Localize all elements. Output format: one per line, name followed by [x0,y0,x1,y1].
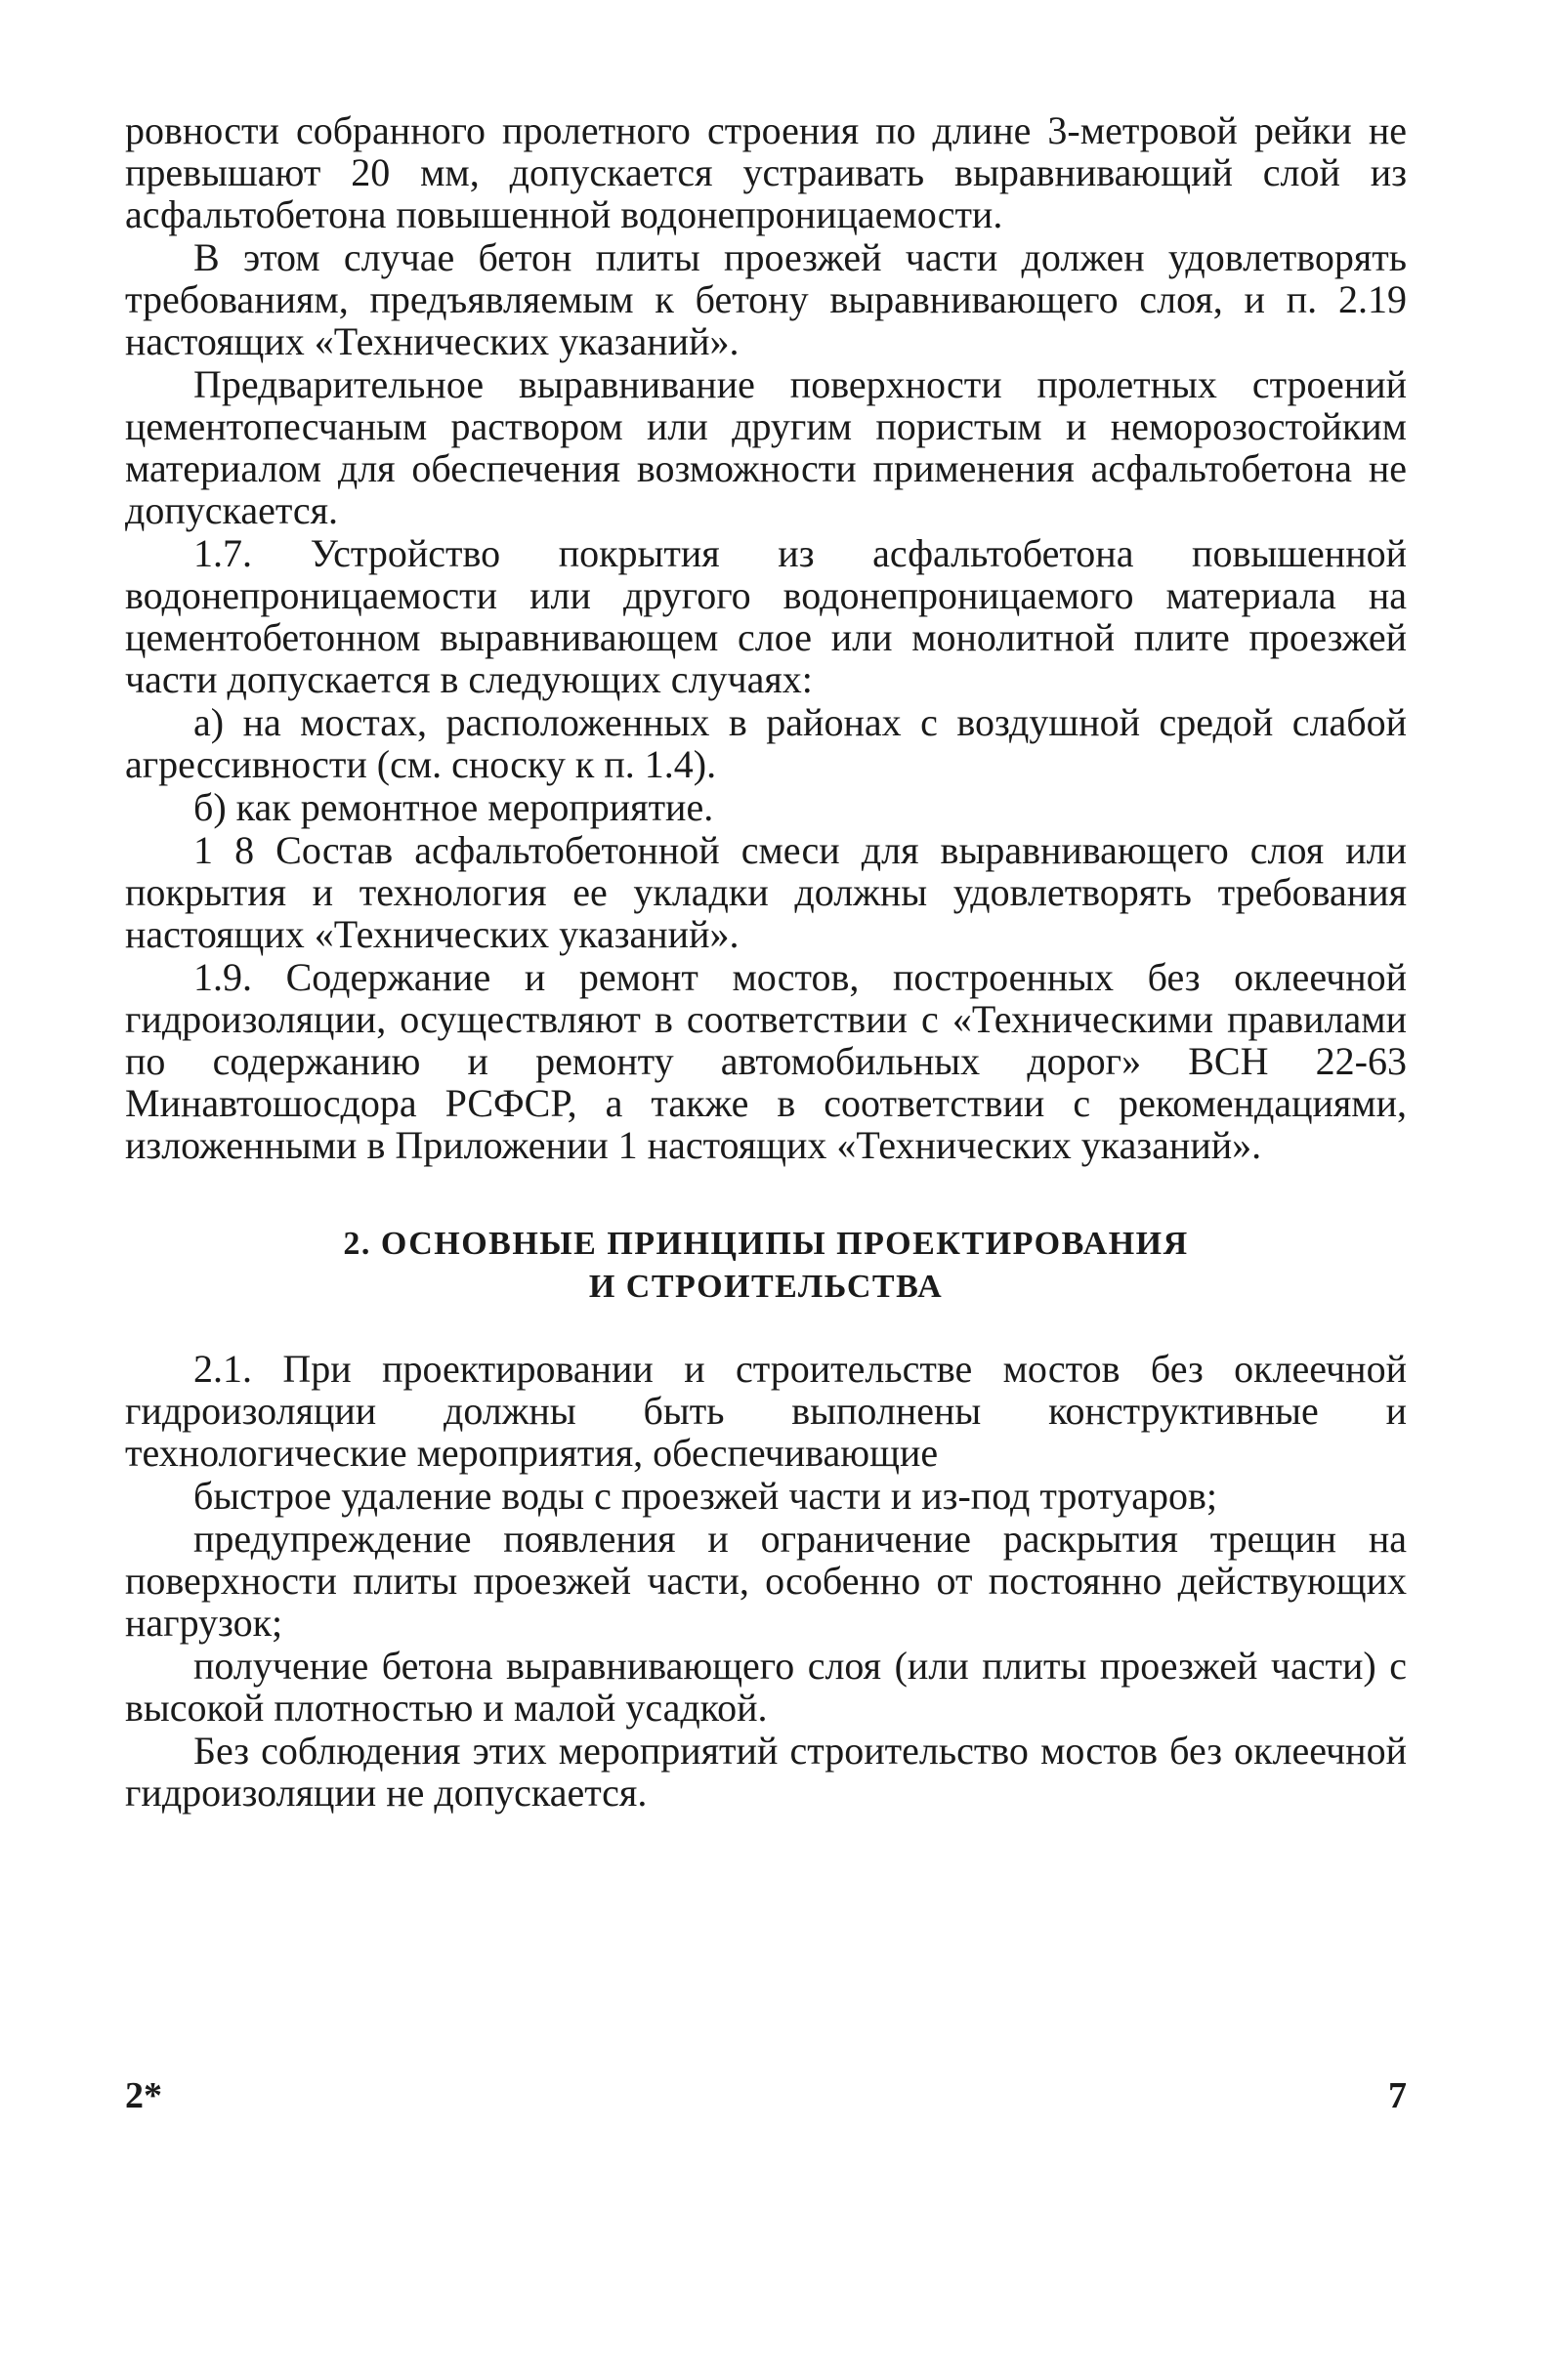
list-item-water-removal: быстрое удаление воды с проезжей части и из-под тротуаров; [193,1474,1218,1518]
paragraph-1-7-a: а) на мостах, расположенных в районах с воздушной средой слабой агрессивности (см. сноску к п. 1.4). [125,700,1407,786]
body-text [125,109,1407,1814]
paragraph-1-7-b: б) как ремонтное мероприятие. [193,785,714,829]
paragraph-1-8: 1 8 Состав асфальтобетонной смеси для выравнивающего слоя или покрытия и технология ее укладки должны удовлетворять требования настоящих «Технических указаний». [125,828,1407,956]
paragraph-1-7: 1.7. Устройство покрытия из асфальтобетона повышенной водонепроницаемости или другого водонепроницаемого материала на цементобетонном выравнивающем слое или монолитной плите проезжей части допускается в следующих случаях: [125,531,1407,701]
paragraph-conclusion: Без соблюдения этих мероприятий строительство мостов без оклеечной гидроизоляции не допускается. [125,1729,1407,1815]
paragraph-continuation: ровности собранного пролетного строения по длине 3-метровой рейки не превышают 20 мм, допускается устраивать выравнивающий слой из асфальтобетона повышенной водонепроницаемости. [125,108,1407,236]
paragraph-concrete-requirements: В этом случае бетон плиты проезжей части должен удовлетворять требованиям, предъявляемым к бетону выравнивающего слоя, и п. 2.19 настоящих «Технических указаний». [125,235,1407,363]
list-item-crack-prevention: предупреждение появления и ограничение раскрытия трещин на поверхности плиты проезжей части, особенно от постоянно действующих нагрузок; [125,1517,1407,1645]
paragraph-2-1: 2.1. При проектировании и строительстве мостов без оклеечной гидроизоляции должны быть выполнены конструктивные и технологические мероприятия, обеспечивающие [125,1347,1407,1475]
signature-mark: 2* [125,2075,162,2116]
section-heading [125,1223,1407,1309]
section-heading-line-2: И СТРОИТЕЛЬСТВА [588,1269,944,1305]
list-item-concrete-density: получение бетона выравнивающего слоя (или плиты проезжей части) с высокой плотностью и малой усадкой. [125,1644,1407,1730]
section-heading-line-1: 2. ОСНОВНЫЕ ПРИНЦИПЫ ПРОЕКТИРОВАНИЯ [343,1226,1189,1262]
page-number: 7 [1388,2075,1407,2116]
paragraph-1-9: 1.9. Содержание и ремонт мостов, построенных без оклеечной гидроизоляции, осуществляют в соответствии с «Техническими правилами по содержанию и ремонту автомобильных дорог» ВСН 22-63 Минавтошосдора РСФСР, а также в соответствии с рекомендациями, изложенными в Приложении 1 настоящих «Технических указаний». [125,955,1407,1167]
paragraph-preliminary-leveling: Предварительное выравнивание поверхности пролетных строений цементопесчаным раствором или другим пористым и неморозостойким материалом для обеспечения возможности применения асфальтобетона не допускается. [125,362,1407,532]
